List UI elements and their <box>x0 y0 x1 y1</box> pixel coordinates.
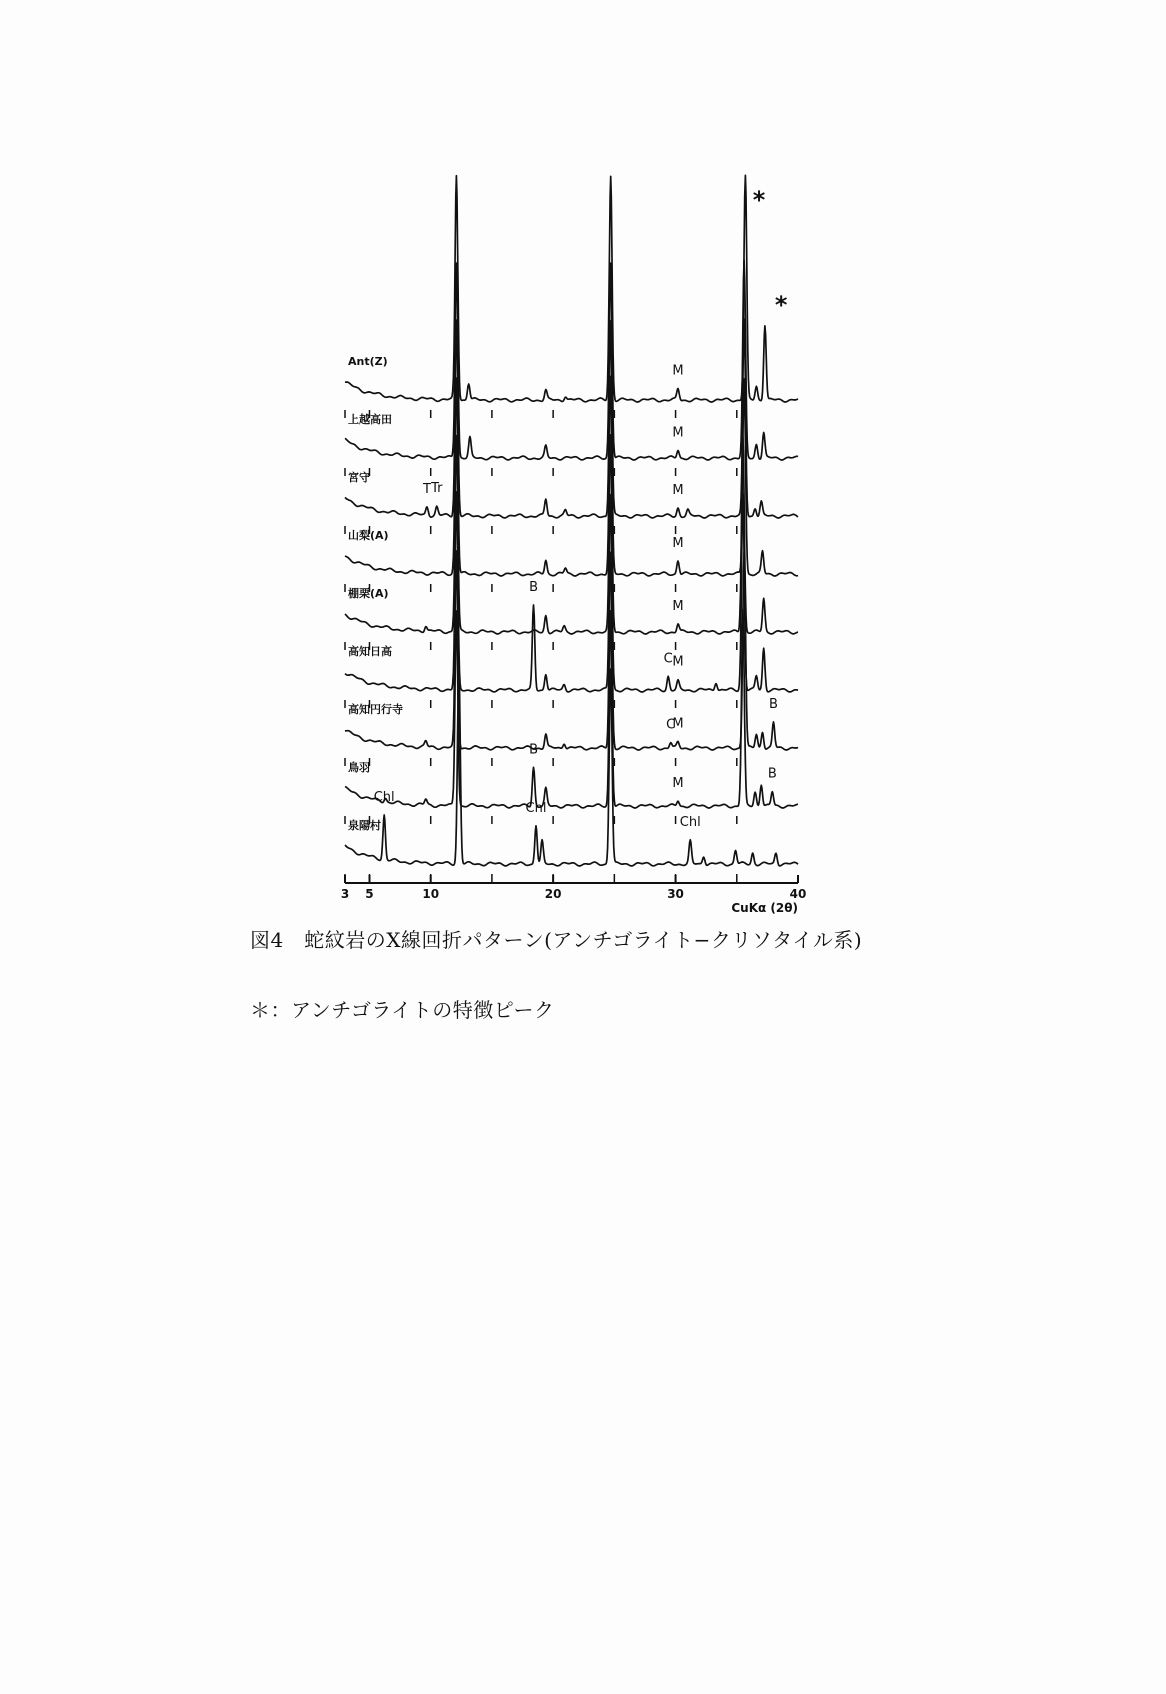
peak-label: M <box>672 598 684 614</box>
traces-layer <box>345 175 798 866</box>
x-axis-label: CuKα (2θ) <box>731 901 798 915</box>
x-tick-label: 5 <box>365 887 374 901</box>
peak-label: M <box>672 716 684 732</box>
x-tick-label: 3 <box>340 887 350 901</box>
sample-name-label: Ant(Z) <box>348 355 388 368</box>
pattern-trace <box>345 319 798 518</box>
sample-name-label: 山梨(A) <box>348 529 389 542</box>
peak-label: B <box>529 579 539 595</box>
peak-label: M <box>672 425 684 441</box>
pattern-trace <box>345 175 798 402</box>
sample-name-label: 宮守 <box>348 471 370 484</box>
sample-name-label: 鳥羽 <box>348 761 370 774</box>
pattern-trace <box>345 668 798 866</box>
pattern-trace <box>345 492 798 692</box>
figure-caption: 図4 蛇紋岩のX線回折パターン(アンチゴライト−クリソタイル系) <box>250 928 863 952</box>
characteristic-peak-asterisk: * <box>774 291 788 319</box>
peak-label: Chl <box>525 800 547 816</box>
peak-label: T <box>423 481 432 497</box>
pattern-trace <box>345 260 798 460</box>
labels-layer <box>345 186 788 882</box>
peak-label: B <box>767 766 777 782</box>
peak-label: M <box>672 363 684 379</box>
x-tick-label: 30 <box>667 887 684 901</box>
characteristic-peak-asterisk: * <box>752 186 766 214</box>
sample-name-label: 棚栗(A) <box>348 587 389 600</box>
peak-label: M <box>672 482 684 498</box>
pattern-trace <box>345 435 798 634</box>
peak-label: B <box>769 696 778 712</box>
sample-name-label: 上越高田 <box>348 413 392 426</box>
peak-label: M <box>672 776 684 792</box>
x-tick-label: 20 <box>544 887 562 901</box>
x-tick-label: 40 <box>789 887 807 901</box>
pattern-trace <box>345 609 798 808</box>
peak-label: Chl <box>373 789 395 805</box>
pattern-trace <box>345 376 798 576</box>
peak-label: M <box>672 536 684 552</box>
xrd-chart <box>330 150 830 920</box>
peak-label: C <box>663 651 673 667</box>
sample-name-label: 泉陽村 <box>348 819 381 832</box>
peak-label: M <box>672 654 684 670</box>
xrd-figure <box>330 150 830 920</box>
peak-label: Tr <box>431 481 443 497</box>
sample-name-label: 高知日高 <box>348 645 392 658</box>
pattern-trace <box>345 551 798 750</box>
sample-name-label: 高知円行寺 <box>348 703 403 716</box>
peak-label: Chl <box>679 814 701 830</box>
peak-label: C <box>666 717 676 733</box>
peak-label: B <box>529 742 539 758</box>
figure-note: ＊：アンチゴライトの特徴ピーク <box>250 998 555 1022</box>
x-tick-label: 10 <box>422 887 440 901</box>
